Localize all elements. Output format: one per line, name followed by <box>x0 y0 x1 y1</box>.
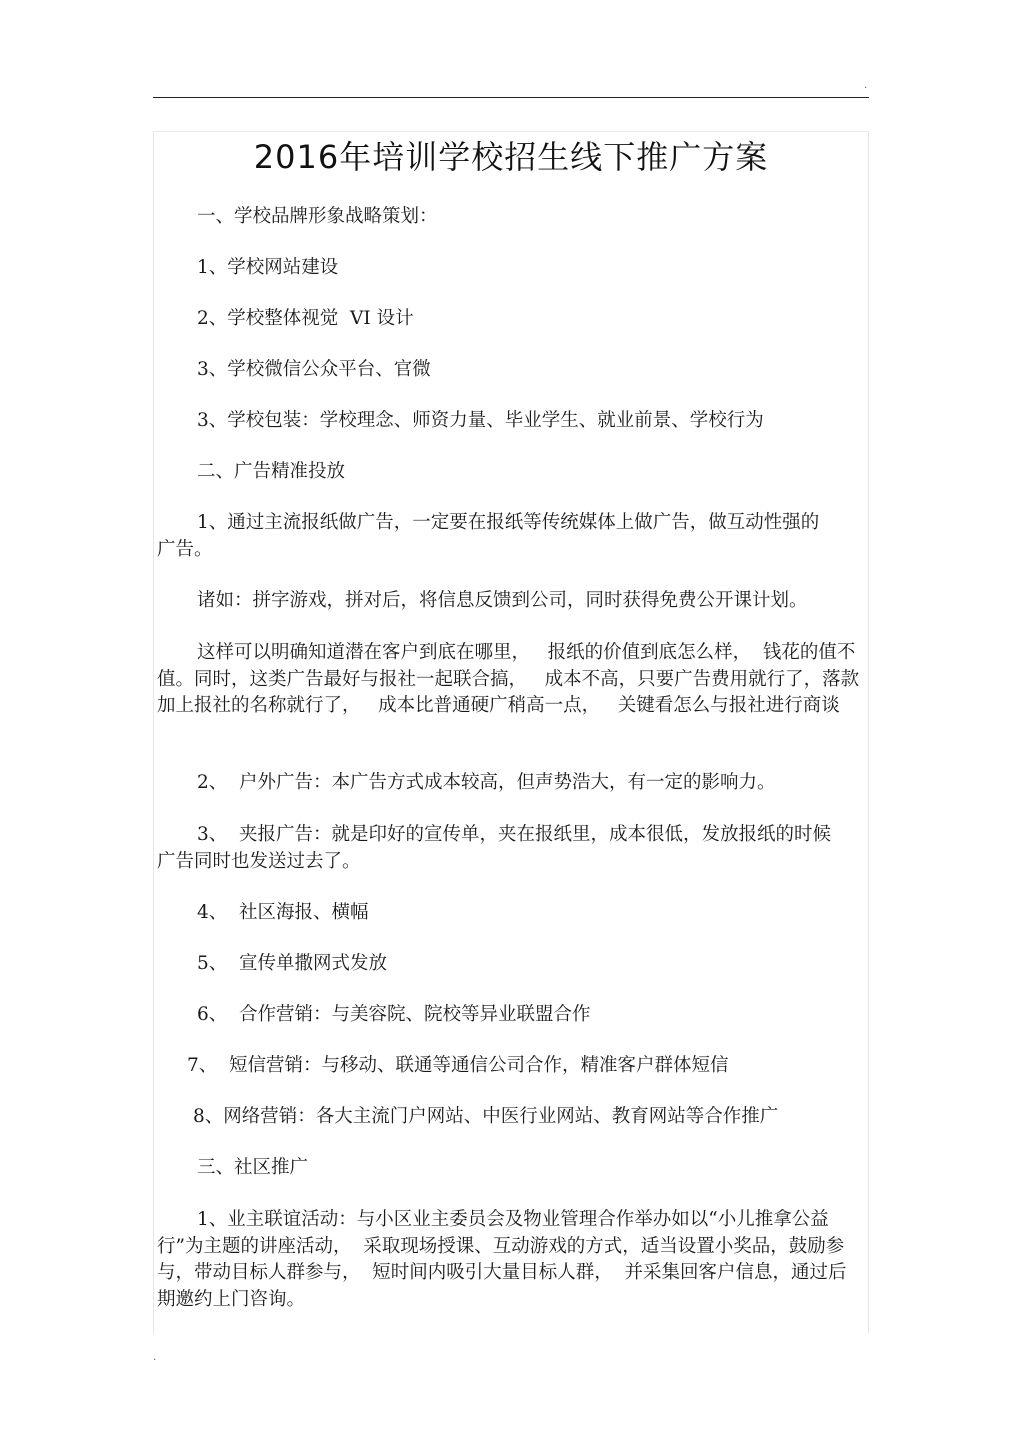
list-item: 8、网络营销：各大主流门户网站、中医行业网站、教育网站等合作推广 <box>193 1106 779 1127</box>
list-item: 3、学校包装：学校理念、师资力量、毕业学生、就业前景、学校行为 <box>197 410 764 431</box>
list-item: 2、学校整体视觉 VI 设计 <box>197 308 414 329</box>
paragraph: 诸如：拼字游戏，拼对后，将信息反馈到公司，同时获得免费公开课计划。 <box>197 590 808 611</box>
list-item: 7、 短信营销：与移动、联通等通信公司合作，精准客户群体短信 <box>187 1055 729 1076</box>
paragraph: 1、业主联谊活动：与小区业主委员会及物业管理合作举办如以“小儿推拿公益行”为主题的讲座活动， 采取现场授课、互动游戏的方式，适当设置小奖品，鼓励参与，带动目标人群参与， 短时间内吸引大量目标人群， 并采集回客户信息，通过后期邀约上门咨询。 <box>157 1209 847 1310</box>
paragraph: 这样可以明确知道潜在客户到底在哪里， 报纸的价值到底怎么样， 钱花的值不值。同时，这类广告最好与报社一起联合搞， 成本不高，只要广告费用就行了，落款加上报社的名称就行了， 成本比普通硬广稍高一点， 关键看怎么与报社进行商谈 <box>157 642 860 716</box>
list-item: 2、 户外广告：本广告方式成本较高，但声势浩大，有一定的影响力。 <box>197 772 776 793</box>
corner-mark-top: . <box>864 80 868 91</box>
list-item: 3、学校微信公众平台、官微 <box>197 359 431 380</box>
section-heading-brand: 一、学校品牌形象战略策划： <box>197 206 438 227</box>
list-item: 1、学校网站建设 <box>197 257 339 278</box>
list-item: 3、 夹报广告：就是印好的宣传单，夹在报纸里，成本很低，发放报纸的时候广告同时也发送过去了。 <box>157 824 832 872</box>
paragraph: 1、通过主流报纸做广告，一定要在报纸等传统媒体上做广告，做互动性强的广告。 <box>157 512 820 560</box>
header-rule <box>153 97 869 98</box>
document-title: 2016年培训学校招生线下推广方案 <box>253 138 769 176</box>
section-heading-ads: 二、广告精准投放 <box>197 461 346 482</box>
corner-mark-bottom: . <box>153 1352 157 1363</box>
list-item: 6、 合作营销：与美容院、院校等异业联盟合作 <box>197 1004 591 1025</box>
section-heading-community: 三、社区推广 <box>197 1157 309 1178</box>
list-item: 4、 社区海报、横幅 <box>197 902 369 923</box>
list-item: 5、 宣传单撒网式发放 <box>197 953 388 974</box>
